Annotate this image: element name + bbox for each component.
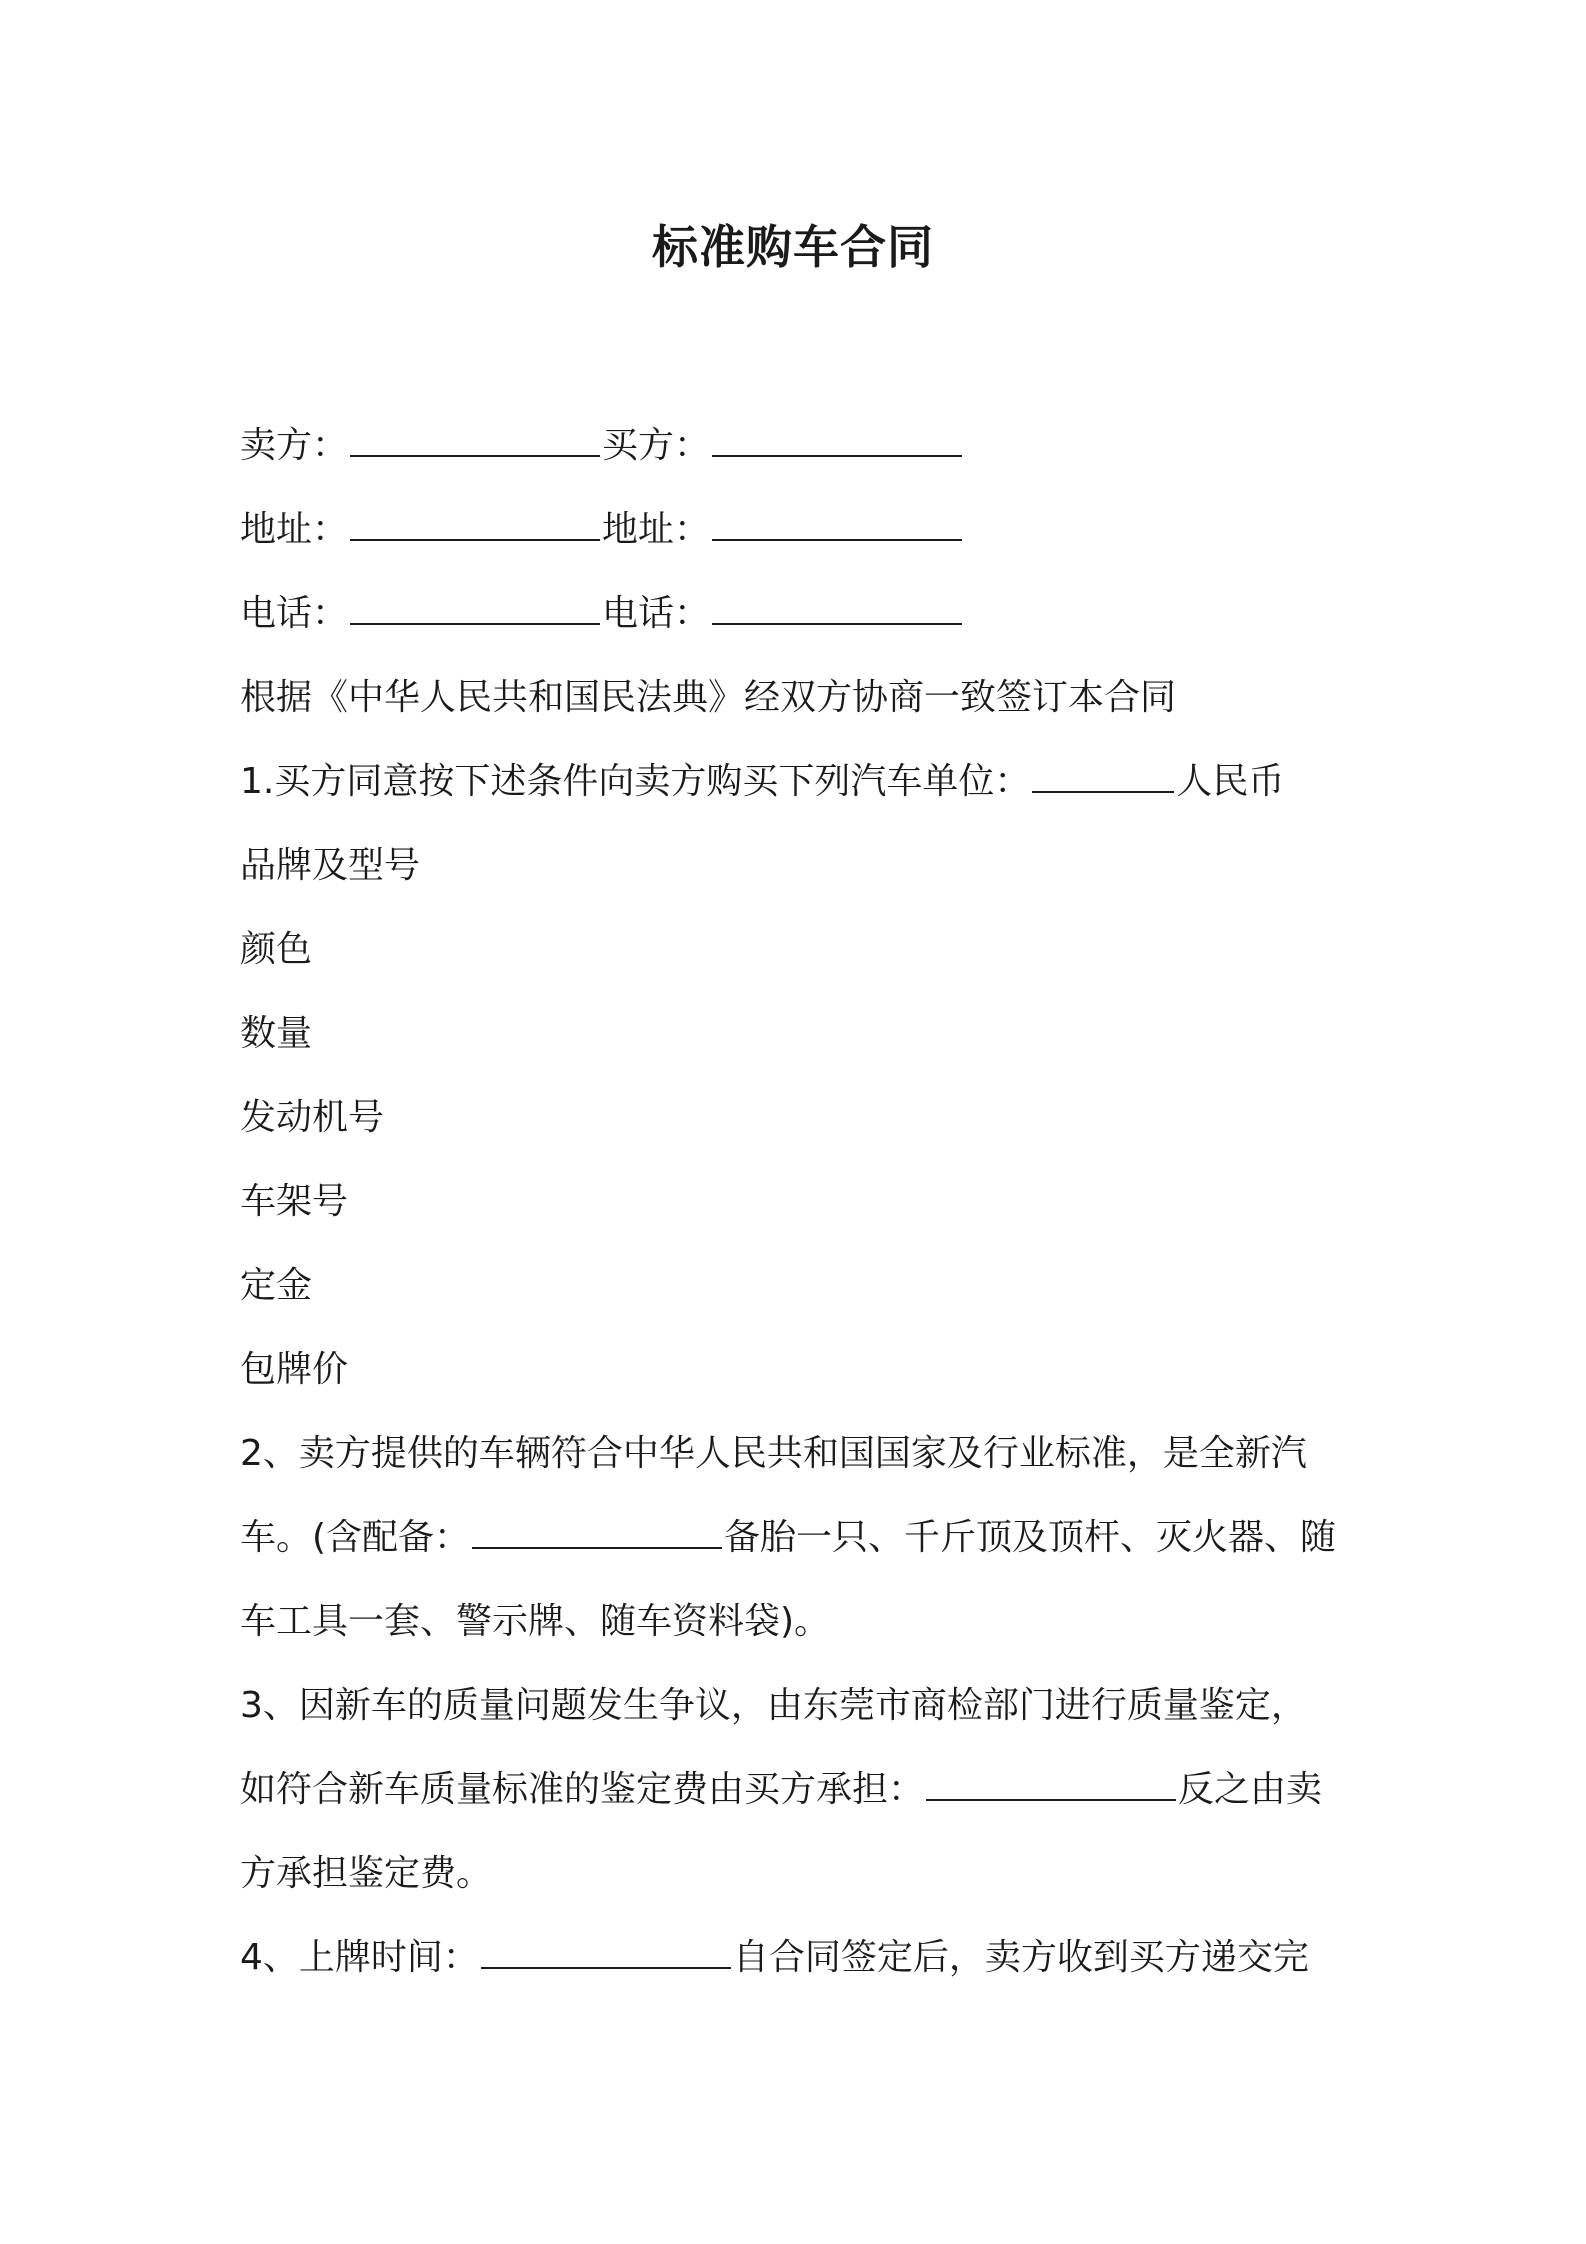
field-frame-number: 车架号 (240, 1181, 349, 1222)
clause-1-text: 1.买方同意按下述条件向卖方购买下列汽车单位： (240, 761, 1031, 802)
field-license-price: 包牌价 (240, 1349, 349, 1390)
seller-phone-label: 电话： (240, 593, 349, 634)
unit-blank (1032, 761, 1174, 793)
document-title: 标准购车合同 (652, 220, 934, 274)
address-line (240, 488, 1360, 572)
clause-3-text-before: 如符合新车质量标准的鉴定费由买方承担： (240, 1769, 925, 1810)
registration-time-blank (481, 1937, 731, 1969)
clause-3-line-1: 3、因新车的质量问题发生争议，由东莞市商检部门进行质量鉴定， (240, 1685, 1307, 1726)
buyer-blank (712, 425, 962, 457)
field-engine-number: 发动机号 (240, 1097, 385, 1138)
phone-line (240, 572, 1360, 656)
buyer-phone-blank (712, 593, 962, 625)
field-quantity: 数量 (240, 1013, 313, 1054)
seller-buyer-line (240, 404, 1360, 488)
seller-address-label: 地址： (240, 509, 349, 550)
seller-address-blank (350, 509, 600, 541)
field-deposit: 定金 (240, 1265, 313, 1306)
seller-phone-blank (350, 593, 600, 625)
clause-3-text-after: 反之由卖 (1178, 1769, 1323, 1810)
clause-4 (240, 1916, 1360, 2000)
clause-4-text-before: 4、上牌时间： (240, 1937, 479, 1978)
buyer-address-label: 地址： (602, 509, 711, 550)
field-color: 颜色 (240, 929, 313, 970)
clause-1-currency: 人民币 (1176, 761, 1285, 802)
basis-line: 根据《中华人民共和国民法典》经双方协商一致签订本合同 (240, 677, 1177, 718)
clause-2-line-2 (240, 1496, 1360, 1580)
clause-3-line-3: 方承担鉴定费。 (240, 1853, 493, 1894)
seller-blank (350, 425, 600, 457)
clause-2-text-before: 车。(含配备： (240, 1517, 471, 1558)
equipment-blank (472, 1517, 722, 1549)
seller-label: 卖方： (240, 425, 349, 466)
clause-4-text-after: 自合同签定后，卖方收到买方递交完 (732, 1937, 1309, 1978)
field-brand-model: 品牌及型号 (240, 845, 421, 886)
clause-1 (240, 740, 1360, 824)
inspection-fee-blank (926, 1769, 1176, 1801)
buyer-phone-label: 电话： (602, 593, 711, 634)
clause-2-line-1: 2、卖方提供的车辆符合中华人民共和国国家及行业标准，是全新汽 (240, 1433, 1307, 1474)
buyer-label: 买方： (602, 425, 711, 466)
document-body (240, 404, 1360, 2000)
clause-2-text-after: 备胎一只、千斤顶及顶杆、灭火器、随 (724, 1517, 1337, 1558)
clause-3-line-2 (240, 1748, 1360, 1832)
clause-2-line-3: 车工具一套、警示牌、随车资料袋)。 (240, 1601, 831, 1642)
buyer-address-blank (712, 509, 962, 541)
